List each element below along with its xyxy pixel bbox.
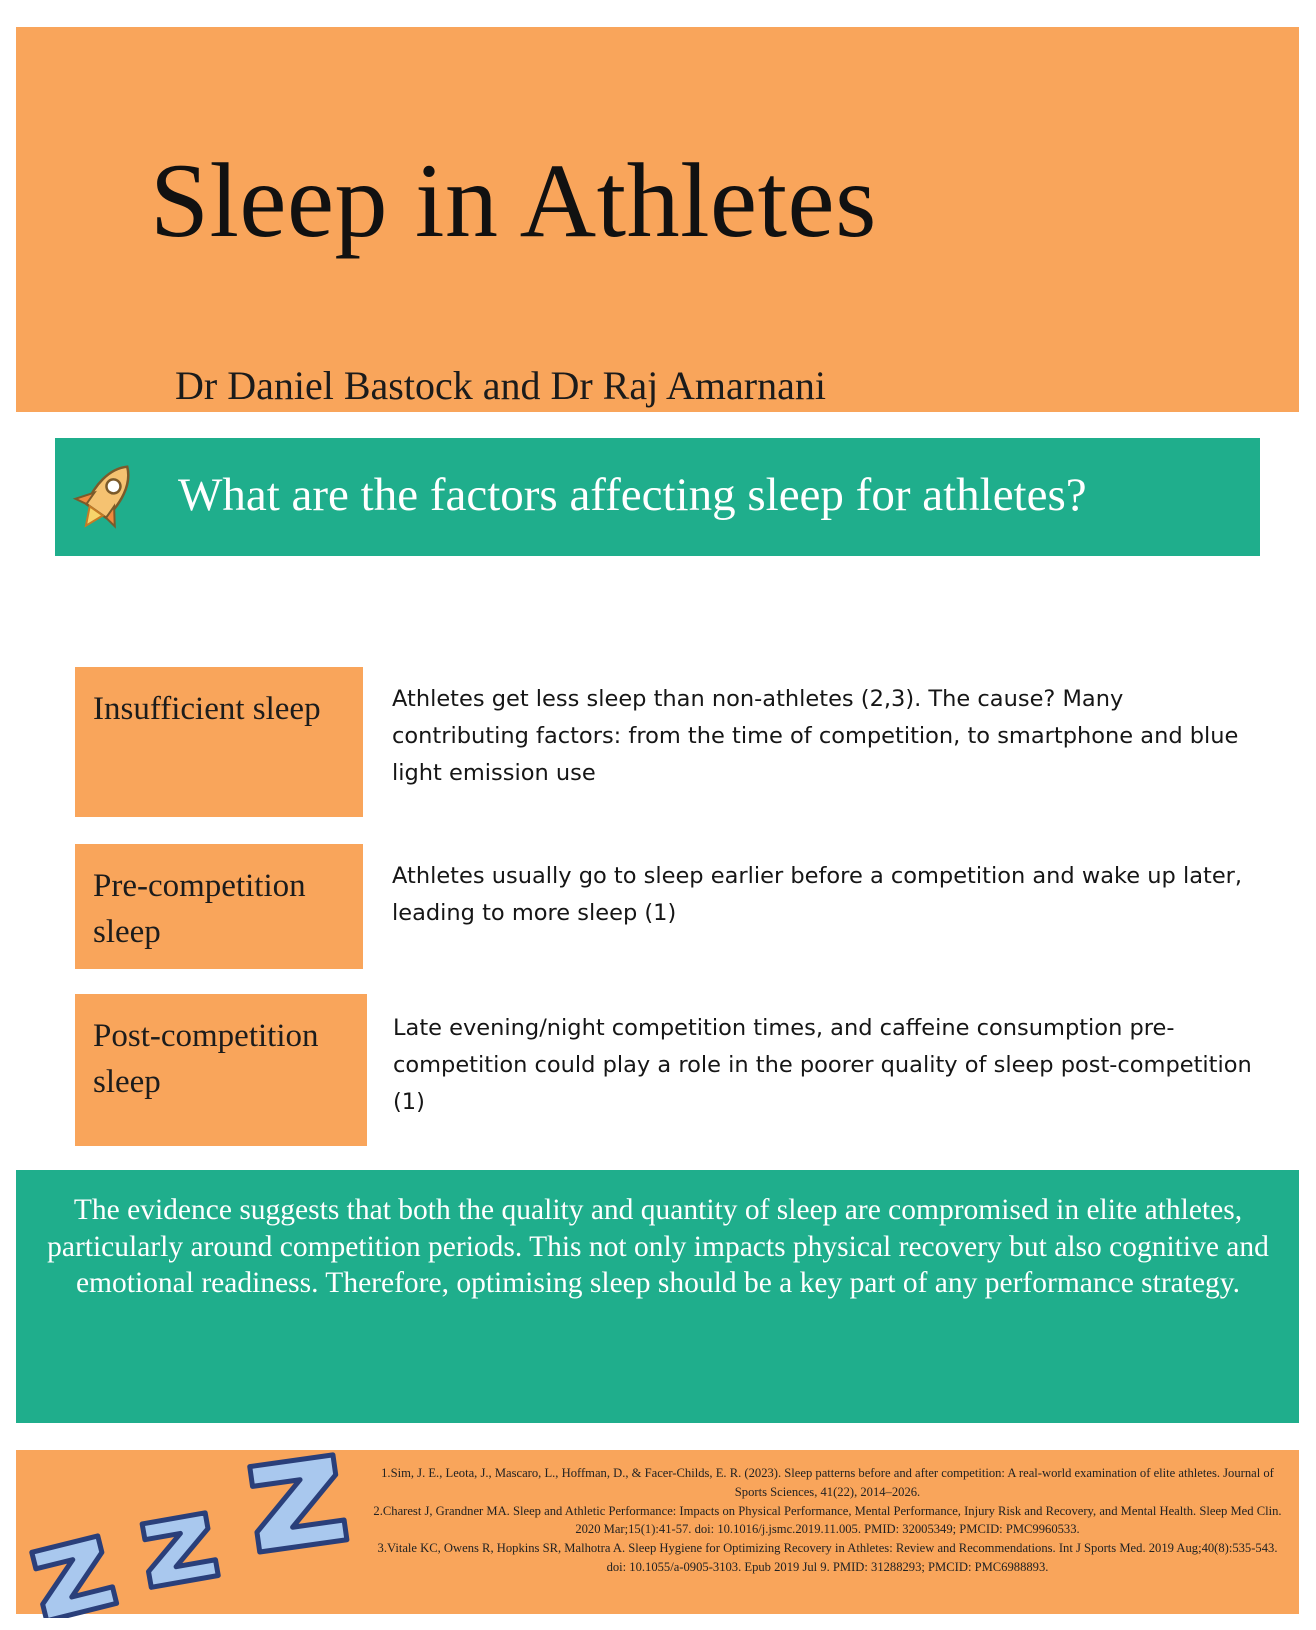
factor-description-pre-competition-sleep: Athletes usually go to sleep earlier before a competition and wake up later, leading to more sleep (1) <box>392 863 1243 926</box>
reference-item: 2.Charest J, Grandner MA. Sleep and Athletic Performance: Impacts on Physical Performance, Mental Performance, Injury Risk and Recovery, and Mental Health. Sleep Med Clin. 2020 Mar;15(1):41-57. doi: 10.1016/j.jsmc.2019.11.005. PMID: 32005349; PMCID: PMC9960533. <box>373 1503 1282 1537</box>
zzz-icon <box>18 1448 353 1618</box>
reference-item: 3.Vitale KC, Owens R, Hopkins SR, Malhotra A. Sleep Hygiene for Optimizing Recovery in Athletes: Review and Recommendations. Int J Sports Med. 2019 Aug;40(8):535-543. doi: 10.1055/a-0905-3103. Epub 2019 Jul 9. PMID: 31288293; PMCID: PMC6988893. <box>377 1541 1278 1574</box>
question-heading: What are the factors affecting sleep for athletes? <box>178 469 1087 521</box>
factor-description-insufficient-sleep: Athletes get less sleep than non-athletes (2,3). The cause? Many contributing factors: from the time of competition, to smartphone and blue light emission use <box>392 686 1239 786</box>
reference-item: 1.Sim, J. E., Leota, J., Mascaro, L., Hoffman, D., & Facer-Childs, E. R. (2023). Sleep patterns before and after competition: A real-world examination of elite athletes. Journal of Sports Sciences, 41(22), 2014–2026. <box>381 1466 1274 1499</box>
references-list <box>370 1464 1285 1577</box>
rocket-icon <box>70 456 142 538</box>
factor-description-post-competition-sleep: Late evening/night competition times, and caffeine consumption pre-competition could play a role in the poorer quality of sleep post-competition (1) <box>393 1015 1252 1115</box>
factor-label-post-competition-sleep: Post-competition sleep <box>75 994 367 1146</box>
factor-label-insufficient-sleep: Insufficient sleep <box>75 667 363 817</box>
summary-text: The evidence suggests that both the quality and quantity of sleep are compromised in elite athletes, particularly around competition periods. This not only impacts physical recovery but also cognitive and emotional readiness. Therefore, optimising sleep should be a key part of any performance strategy. <box>47 1194 1269 1299</box>
authors-line: Dr Daniel Bastock and Dr Raj Amarnani <box>175 363 826 408</box>
page-title: Sleep in Athletes <box>150 142 877 259</box>
factor-label-pre-competition-sleep: Pre-competition sleep <box>75 844 363 969</box>
